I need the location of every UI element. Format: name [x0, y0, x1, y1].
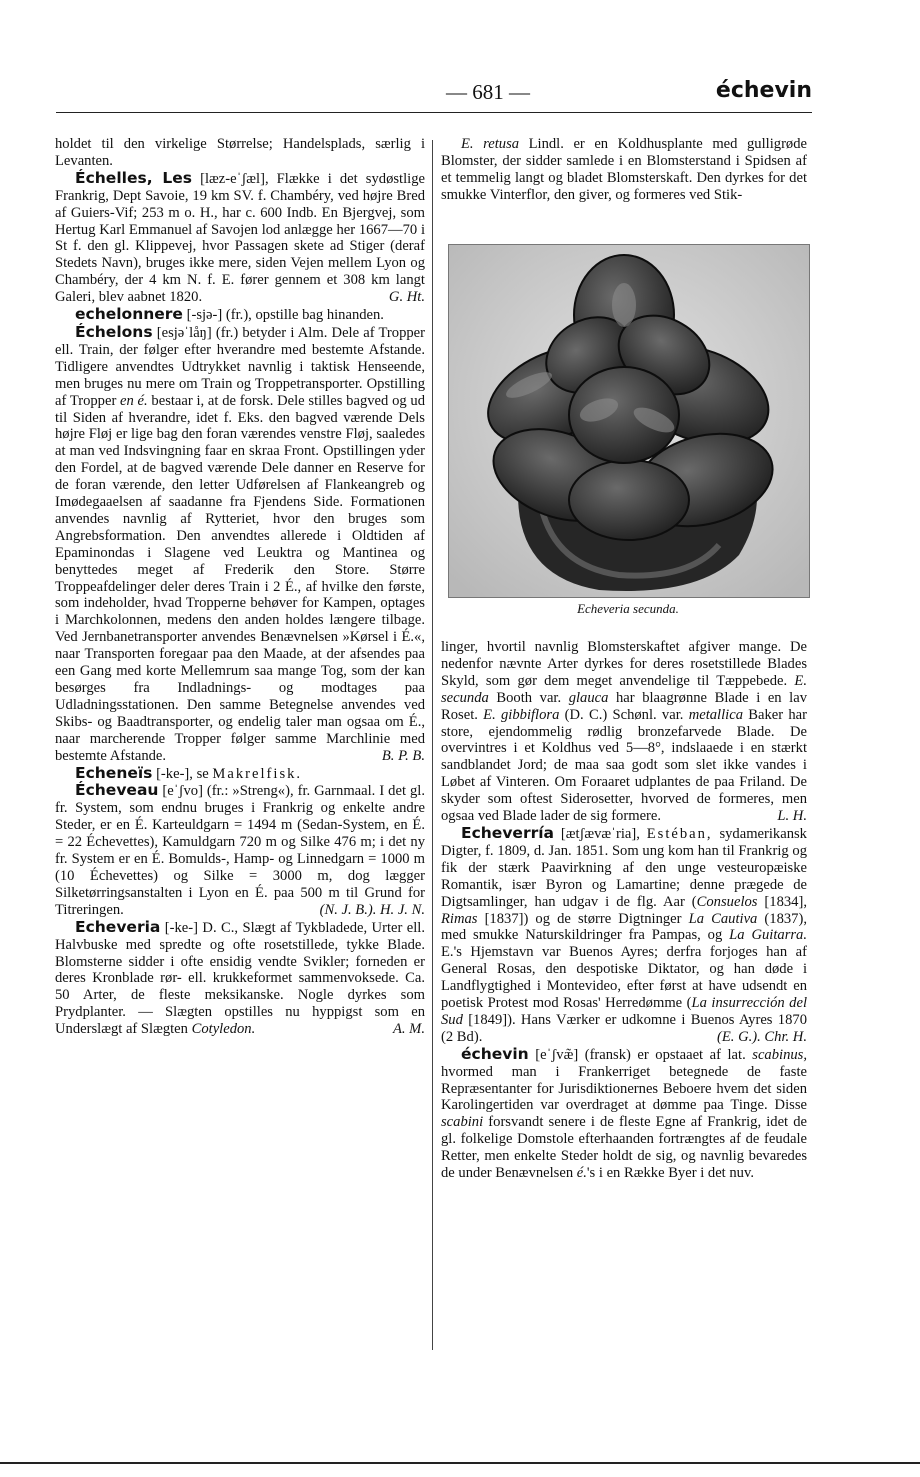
variety-name: glauca — [568, 689, 609, 706]
entry-headword: Échelles, Les — [75, 168, 193, 187]
entry-e-retusa — [441, 136, 807, 204]
abbreviation: é. — [576, 1165, 587, 1182]
work-title: Consuelos — [696, 893, 758, 910]
entry-headword: Echeverría — [461, 823, 554, 842]
entry-echeneis — [55, 765, 425, 783]
entry-echevin — [441, 1046, 807, 1182]
entry-signature: L. H. — [777, 808, 807, 825]
entry-echeveau — [55, 782, 425, 918]
entry-headword: échevin — [461, 1044, 529, 1063]
entry-italic: en é. — [120, 392, 148, 409]
entry-body: [læz-eˈʃæl], Flække i det sydøstlige Frankrig, Dept Savoie, 19 km SV. f. Chambéry, ved højre Bred af Guiers-Vif; 253 m o. H., har c. 600 Indb. En Bjergvej, som Hertug Karl Emmanuel af Savojen lod anlægge her 1667—70 i St f. den gl. Klippevej, hvor Passagen skete ad Stiger (deraf Stedets Navn), bruges ikke mere, siden Vejen mellem Lyon og Chambéry, der 4 km N. f. E. fører gennem et 308 km langt Galeri, blev aabnet 1820. — [55, 170, 425, 306]
text-run: 's i en Række Byer i det nuv. — [586, 1165, 754, 1182]
page-number: — 681 — — [446, 80, 530, 104]
continued-paragraph — [441, 639, 807, 825]
entry-body: [-ke-] D. C., Slægt af Tykbladede, Urter ell. Halvbuske med spredte og ofte rosetstillede, tykke Blade. Blomsterne sidder i ofte ensidig vendte Svikler; forneden er deres Kronblade rør- ell. krukkeformet sammenvoksede. Ca. 50 Arter, de fleste meksikanske. Nogle dyrkes som Prydplanter. — Slægten opstilles nu hyppigst som en Underslægt af Slægten — [55, 919, 425, 1038]
entry-headword: Echeneïs — [75, 763, 153, 782]
entry-headword: Echeveria — [75, 917, 161, 936]
continued-paragraph: holdet til den virkelige Størrelse; Handelsplads, særlig i Levanten. — [55, 136, 425, 169]
entry-body: [-ke-], se — [152, 765, 213, 782]
entry-echelonnere — [55, 306, 425, 324]
variety-name: metallica — [688, 706, 743, 723]
entry-echeveria — [55, 919, 425, 1038]
entry-body: [-sjə-] (fr.), opstille bag hinanden. — [182, 307, 384, 324]
column-divider — [432, 140, 433, 1350]
text-run: linger, hvortil navnlig Blomsterskaftet afgiver mange. De nedenfor nævnte Arter dyrkes for deres rosetstillede Blades Skyld, som gør dem meget anvendelige til Tæppebede. — [441, 639, 807, 689]
entry-body: [esjəˈlåŋ] (fr.) betyder i Alm. Dele af Tropper ell. Train, der følger efter hverandre med bestemte Afstande. Tidligere anvendtes Udtrykket navnlig i taktisk Henseende, men bruges nu mere om Train og Troppetransporter. Opstilling af Tropper — [55, 324, 425, 409]
text-run: [1837]) og de større Digtninger — [477, 910, 689, 927]
entry-echelles — [55, 170, 425, 306]
text-run: hvormed man i Frankerriget betegnede de faste Repræsentanter for Jurisdiktionernes Beboere hvem det siden Karolingertiden var overdraget at dømme paa Tinge. Disse — [441, 1063, 807, 1114]
entry-signature: (E. G.). Chr. H. — [717, 1028, 807, 1045]
work-title: Rimas — [441, 910, 478, 927]
plant-illustration — [449, 245, 809, 597]
text-run: forsvandt senere i de fleste Egne af Frankrig, idet de gl. folkelige Domstole efterhaanden fortrængtes af de feudale Retter, men enkelte Steder holdt de sig, og navnlig bevaredes de under Benævnelsen — [441, 1114, 807, 1182]
species-name: E. secunda — [441, 672, 807, 706]
text-run: Baker har store, ejendommelig rødlig bronzefarvede Blade. De overvintres i et Koldhus ved 5—8°, indslaaede i en stærkt sandblandet Jord; de maa saa godt som slet ikke vandes i Løbet af Vinteren. Om Foraaret udplantes de paa Friland. De skyder som oftest Siderosetter, hvorved de formeres, men ogsaa ved Blade lader de sig formere. — [441, 706, 808, 825]
work-title: La Guitarra. — [729, 927, 808, 944]
entry-echelons — [55, 324, 425, 765]
right-column-top — [441, 136, 807, 204]
text-run: sydamerikansk Digter, f. 1809, d. Jan. 1851. Som ung kom han til Frankrig og fik der stærk Paavirkning af den unge vesteuropæiske Romantik, især Byron og Lamartine; denne prægede de Digtsamlinger, han udgav i de flg. Aar ( — [441, 825, 807, 910]
entry-signature: (N. J. B.). H. J. N. — [319, 901, 425, 918]
text-run: E.'s Hjemstavn var Buenos Ayres; derfra forjoges han af General Rosas, den despotiske Diktator, og han døde i Landflygtighed i Montevideo, efter først at have udsendt en poetisk Protest mod Rosas' Herredømme ( — [441, 944, 807, 1012]
running-head: échevin — [715, 78, 812, 103]
text-run: [1849]). Hans Værker er udkomne i Buenos Ayres 1870 (2 Bd). — [441, 1011, 807, 1045]
text-run: (1837), med smukke Naturskildringer fra Pampas, og — [441, 910, 807, 944]
cross-reference: Makrelfisk. — [212, 765, 303, 782]
latin-term: scabini — [441, 1114, 484, 1131]
entry-body: bestaar i, at de forsk. Dele stilles bagved og ud til Siden af hverandre, idet f. Eks. den bagved værende Dels højre Fløj er lige bag den foran værendes venstre Fløj, saaledes at man ved Indsvingning faar en skraa Front. Opstillingen yder den Fordel, at de bagved værende Dele danner en Reserve for de foran værende, den letter Udførelsen af Flankeangreb og Imødegaaelsen af saadanne fra Fjendens Side. Formationen anvendes navnlig af Rytteriet, hvor den bruges som Angrebsformation. Den anvendtes allerede i Oldtiden af Epaminondas i Slagene ved Leuktra og Mantinea og benyttedes meget af Frederik den Store. Større Troppeafdelinger deler deres Train i 2 É., af hvilke den første, som indeholder, hvad Tropperne behøver for Kampen, optages i Marchkolonnen, medens den anden holdes længere tilbage. Ved Jernbanetransporter anvendes Benævnelsen »Kørsel i É.«, naar Transporten foregaar paa den Maade, at der afsendes paa een Gang med korte Mellemrum saa mange Tog, som der kan besørges fra Indladnings- og modtages paa Udladningsstationen. Den samme Betegnelse anvendes ved Skibs- og Baadtransporter, og endelig taler man ogsaa om É., naar marcherende Tropper følger samme Marchlinie med bestemte Afstande. — [55, 392, 425, 764]
text-run: [1834], — [757, 893, 807, 910]
entry-echeverria-poet — [441, 825, 807, 1046]
text-run: [eˈʃvæ̃] (fransk) er opstaaet af lat. — [528, 1046, 753, 1063]
species-name: E. gibbiflora — [483, 706, 560, 723]
entry-signature: B. P. B. — [381, 747, 425, 764]
person-name: Estéban, — [646, 825, 713, 842]
figure-caption: Echeveria secunda. — [577, 601, 679, 616]
entry-headword: Écheveau — [75, 781, 159, 800]
echeveria-photograph — [448, 244, 810, 598]
work-title: La Cautiva — [688, 910, 758, 927]
latin-term: scabinus, — [752, 1046, 807, 1063]
text-run: Booth var. — [488, 689, 569, 706]
text-run: har blaagrønne Blade i en lav Roset. — [441, 689, 807, 723]
text-run: (D. C.) Schønl. var. — [559, 706, 689, 723]
entry-headword: echelonnere — [75, 305, 183, 324]
entry-body: [eˈʃvo] (fr.: »Streng«), fr. Garnmaal. I det gl. fr. System, som endnu bruges i Frankrig og enkelte andre Steder, er en É. Karteuldgarn = 1494 m (Sedan-System, en É. = 22 Échevettes), Kamuldgarn 720 m og Silke 476 m; i det ny fr. System er en É. Bomulds-, Hamp- og Linnedgarn = 1000 m (10 Échevettes) og Silke = 3000 m, dog lægger Silketørringsanstalten i Lyon en É. paa 500 m til Grund for Titreringen. — [55, 783, 425, 918]
bottom-edge — [0, 1462, 920, 1464]
left-column — [55, 136, 425, 1038]
species-name: E. retusa — [461, 136, 520, 152]
entry-signature: G. Ht. — [388, 289, 425, 306]
entry-headword: Échelons — [75, 322, 153, 341]
entry-signature: A. M. — [392, 1021, 425, 1038]
text-run: [ætʃævæˈria], — [554, 825, 647, 842]
right-column-bottom — [441, 639, 807, 1182]
entry-body: Lindl. er en Koldhusplante med gulligrøde Blomster, der sidder samlede i en Blomsterstand i Spidsen af et temmelig langt og bladet Blomsterskaft. Den dyrkes for det smukke Vinterflor, den giver, og formeres ved Stik- — [441, 136, 807, 203]
work-title: La insurrección del Sud — [441, 995, 807, 1028]
page-header — [56, 78, 812, 113]
entry-italic: Cotyledon. — [191, 1021, 256, 1038]
